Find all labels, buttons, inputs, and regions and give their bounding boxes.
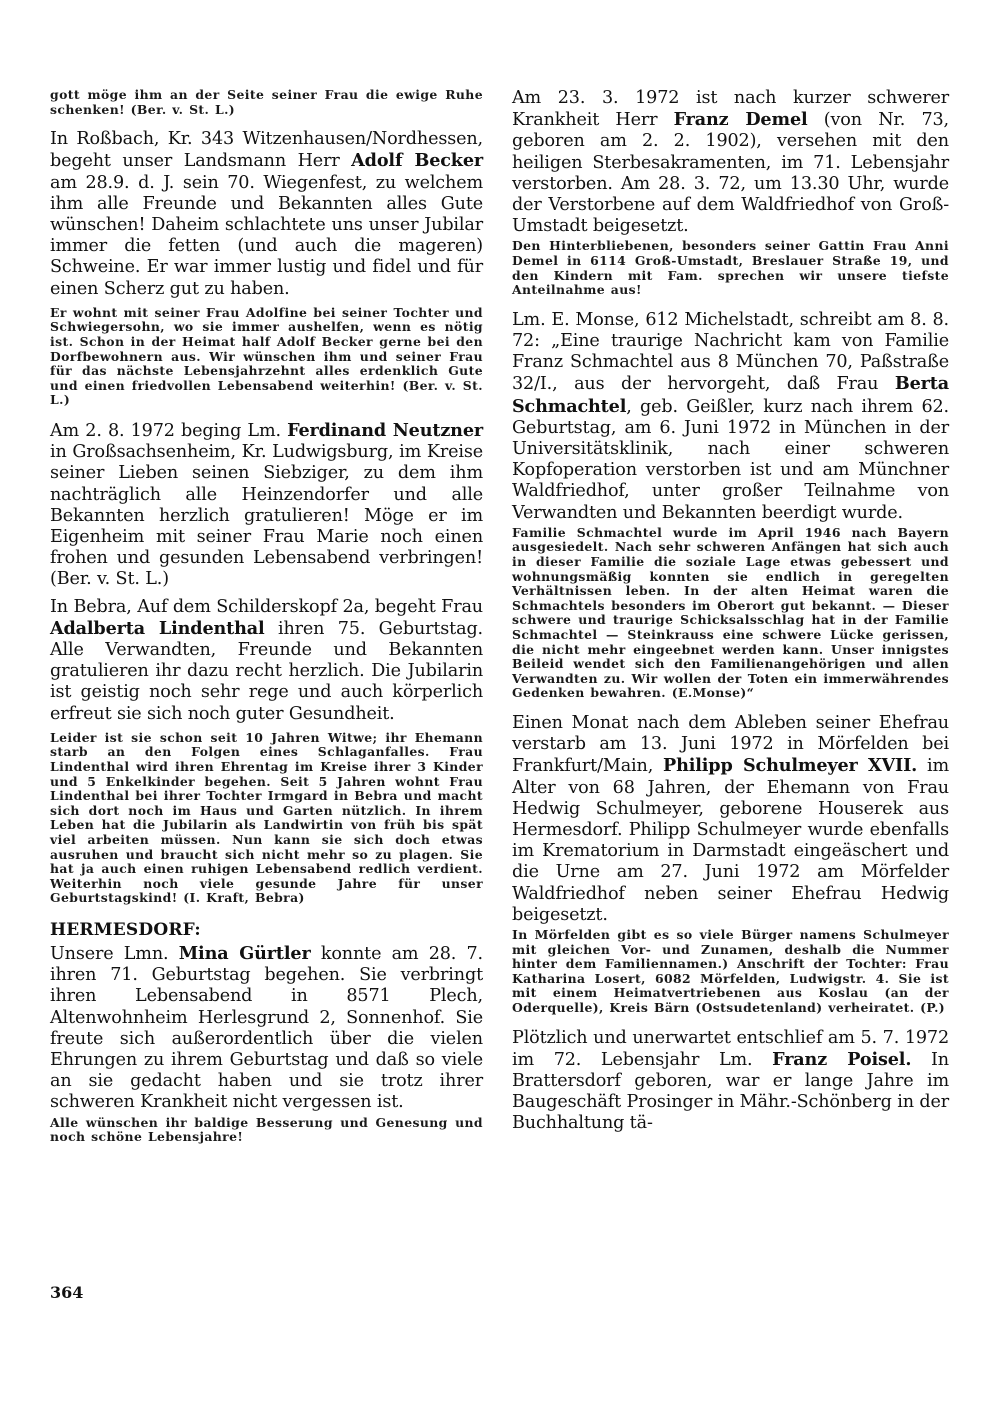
notice-detail-lindenthal: Leider ist sie schon seit 10 Jahren Witwe; ihr Ehemann starb an den Folgen eines Schlaganfalles. Frau Lindenthal wird ihren Ehrentag im Kreise ihrer 3 Kinder und 5 Enkelkinder begehen. Seit 5 Jahren wohnt Frau Lindenthal bei ihrer Tochter Irmgard in Bebra und macht sich dort noch im Haus und Garten nützlich. In ihrem Leben hat die Jubilarin als Landwirtin von früh bis spät viel arbeiten müssen. Nun kann sie sich doch etwas ausruhen und braucht sich nicht mehr so zu plagen. Sie hat ja auch einen ruhigen Lebensabend redlich verdient. Weiterhin noch viele gesunde Jahre für unser Geburtstagskind! (I. Kraft, Bebra): [50, 729, 483, 906]
birthday-notice-neutzner: Am 2. 8. 1972 beging Lm. Ferdinand Neutzner in Großsachsenheim, Kr. Ludwigsburg, im Kreise seiner Lieben seinen Siebziger, zu dem ihm nachträglich alle Heinzendorfer und alle Bekannten herzlich gratulieren! Möge er im Eigenheim mit seiner Frau Marie noch einen frohen und gesunden Lebensabend verbringen! (Ber. v. St. L.): [50, 419, 483, 590]
person-name: Franz Poisel.: [772, 1048, 912, 1070]
birthday-notice-guertler: Unsere Lmn. Mina Gürtler konnte am 28. 7. ihren 71. Geburtstag begehen. Sie verbringt ihren Lebensabend in 8571 Plech, Altenwohnheim Herlesgrund 2, Sonnenhof. Sie freute sich außerordentlich über die vielen Ehrungen zu ihrem Geburtstag und daß so viele an sie gedacht haben und sie trotz ihrer schweren Krankheit nicht vergessen ist.: [50, 942, 483, 1113]
person-name: Franz Demel: [673, 109, 808, 131]
left-column: [50, 88, 483, 1157]
birthday-notice-lindenthal: In Bebra, Auf dem Schilderskopf 2a, begeht Frau Adalberta Lindenthal ihren 75. Geburtstag. Alle Verwandten, Freunde und Bekannten gratulieren ihr dazu recht herzlich. Die Jubilarin ist geistig noch sehr rege und auch körperlich erfreut sie sich noch guter Gesundheit.: [50, 596, 483, 724]
section-heading-hermesdorf: HERMESDORF:: [50, 919, 201, 940]
notice-detail-schmachtel: Familie Schmachtel wurde im April 1946 nach Bayern ausgesiedelt. Nach sehr schweren Anfängen hat sich auch in dieser Familie die soziale Lage etwas gebessert und wohnungsmäßig konnten sie endlich in geregelten Verhältnissen leben. In der alten Heimat waren die Schmachtels besonders im Oberort gut bekannt. — Dieser schwere und traurige Schicksalsschlag hat in der Familie Schmachtel — Steinkrauss eine schwere Lücke gerissen, die nicht mehr eingeebnet werden kann. Unser innigstes Beileid wendet sich den Familienangehörigen und allen Verwandten zu. Wir wollen der Toten ein immerwährendes Gedenken bewahren. (E.Monse)“: [512, 524, 949, 701]
notice-continuation: gott möge ihm an der Seite seiner Frau die ewige Ruhe schenken! (Ber. v. St. L.): [50, 87, 483, 117]
person-name: Philipp Schulmeyer XVII.: [662, 755, 918, 777]
person-name: Adalberta Lindenthal: [50, 617, 265, 639]
notice-detail-schulmeyer: In Mörfelden gibt es so viele Bürger namens Schulmeyer mit gleichen Vor- und Zunamen, deshalb die Nummer hinter dem Familiennamen.) Anschrift der Tochter: Frau Katharina Losert, 6082 Mörfelden, Ludwigstr. 4. Sie ist mit einem Heimatvertriebenen aus Koslau (an der Oderquelle), Kreis Bärn (Ostsudetenland) verheiratet. (P.): [512, 926, 949, 1015]
person-name: Mina Gürtler: [178, 942, 311, 964]
person-name: Ferdinand Neutzner: [287, 419, 483, 441]
obituary-schmachtel: Lm. E. Monse, 612 Michelstadt, schreibt am 8. 8. 72: „Eine traurige Nachricht kam von Familie Franz Schmachtel aus 8 München 70, Paßstraße 32/I., aus der hervorgeht, daß Frau Berta Schmachtel, geb. Geißler, kurz nach ihrem 62. Geburtstag, am 6. Juni 1972 in München in der Universitätsklinik, nach einer schweren Kopfoperation verstorben ist und am Münchner Waldfriedhof, unter großer Teilnahme von Verwandten und Bekannten beerdigt wurde.: [512, 309, 949, 523]
notice-detail-becker: Er wohnt mit seiner Frau Adolfine bei seiner Tochter und Schwiegersohn, wo sie immer aushelfen, wenn es nötig ist. Schon in der Heimat half Adolf Becker gerne bei den Dorfbewohnern aus. Wir wünschen ihm und seiner Frau für das nächste Lebensjahrzehnt alles erdenklich Gute und einen friedvollen Lebensabend weiterhin! (Ber. v. St. L.): [50, 304, 483, 408]
person-name: Adolf Becker: [351, 150, 483, 172]
notice-detail-guertler: Alle wünschen ihr baldige Besserung und Genesung und noch schöne Lebensjahre!: [50, 1114, 483, 1145]
condolence-demel: Den Hinterbliebenen, besonders seiner Gattin Frau Anni Demel in 6114 Groß-Umstadt, Breslauer Straße 19, und den Kindern mit Fam. sprechen wir unsere tiefste Anteilnahme aus!: [512, 238, 949, 298]
right-column: [512, 88, 949, 1141]
person-name: Berta Schmachtel: [512, 373, 949, 417]
obituary-schulmeyer: Einen Monat nach dem Ableben seiner Ehefrau verstarb am 13. Juni 1972 in Mörfelden bei Frankfurt/Main, Philipp Schulmeyer XVII. im Alter von 68 Jahren, der Ehemann von Frau Hedwig Schulmeyer, geborene Houserek aus Hermesdorf. Philipp Schulmeyer wurde ebenfalls im Krematorium in Darmstadt eingeäschert und die Urne am 27. Juni 1972 am Mörfelder Waldfriedhof neben seiner Ehefrau Hedwig beigesetzt.: [512, 712, 949, 925]
birthday-notice-becker: In Roßbach, Kr. 343 Witzenhausen/Nordhessen, begeht unser Landsmann Herr Adolf Becker am 28.9. d. J. sein 70. Wiegenfest, zu welchem ihm alle Freunde und Bekannten alles Gute wünschen! Daheim schlachtete uns unser Jubilar immer die fetten (und auch die mageren) Schweine. Er war immer lustig und fidel und für einen Scherz gut zu haben.: [50, 129, 483, 299]
obituary-poisel: Plötzlich und unerwartet entschlief am 5. 7. 1972 im 72. Lebensjahr Lm. Franz Poisel. In Brattersdorf geboren, war er lange Jahre im Baugeschäft Prosinger in Mähr.-Schönberg in der Buchhaltung tä-: [512, 1027, 949, 1134]
obituary-demel: Am 23. 3. 1972 ist nach kurzer schwerer Krankheit Herr Franz Demel (von Nr. 73, geboren am 2. 2. 1902), versehen mit den heiligen Sterbesakramenten, im 71. Lebensjahr verstorben. Am 28. 3. 72, um 13.30 Uhr, wurde der Verstorbene auf dem Waldfriedhof von Groß-Umstadt beigesetzt.: [512, 88, 949, 237]
page-number: 364: [50, 1283, 84, 1302]
